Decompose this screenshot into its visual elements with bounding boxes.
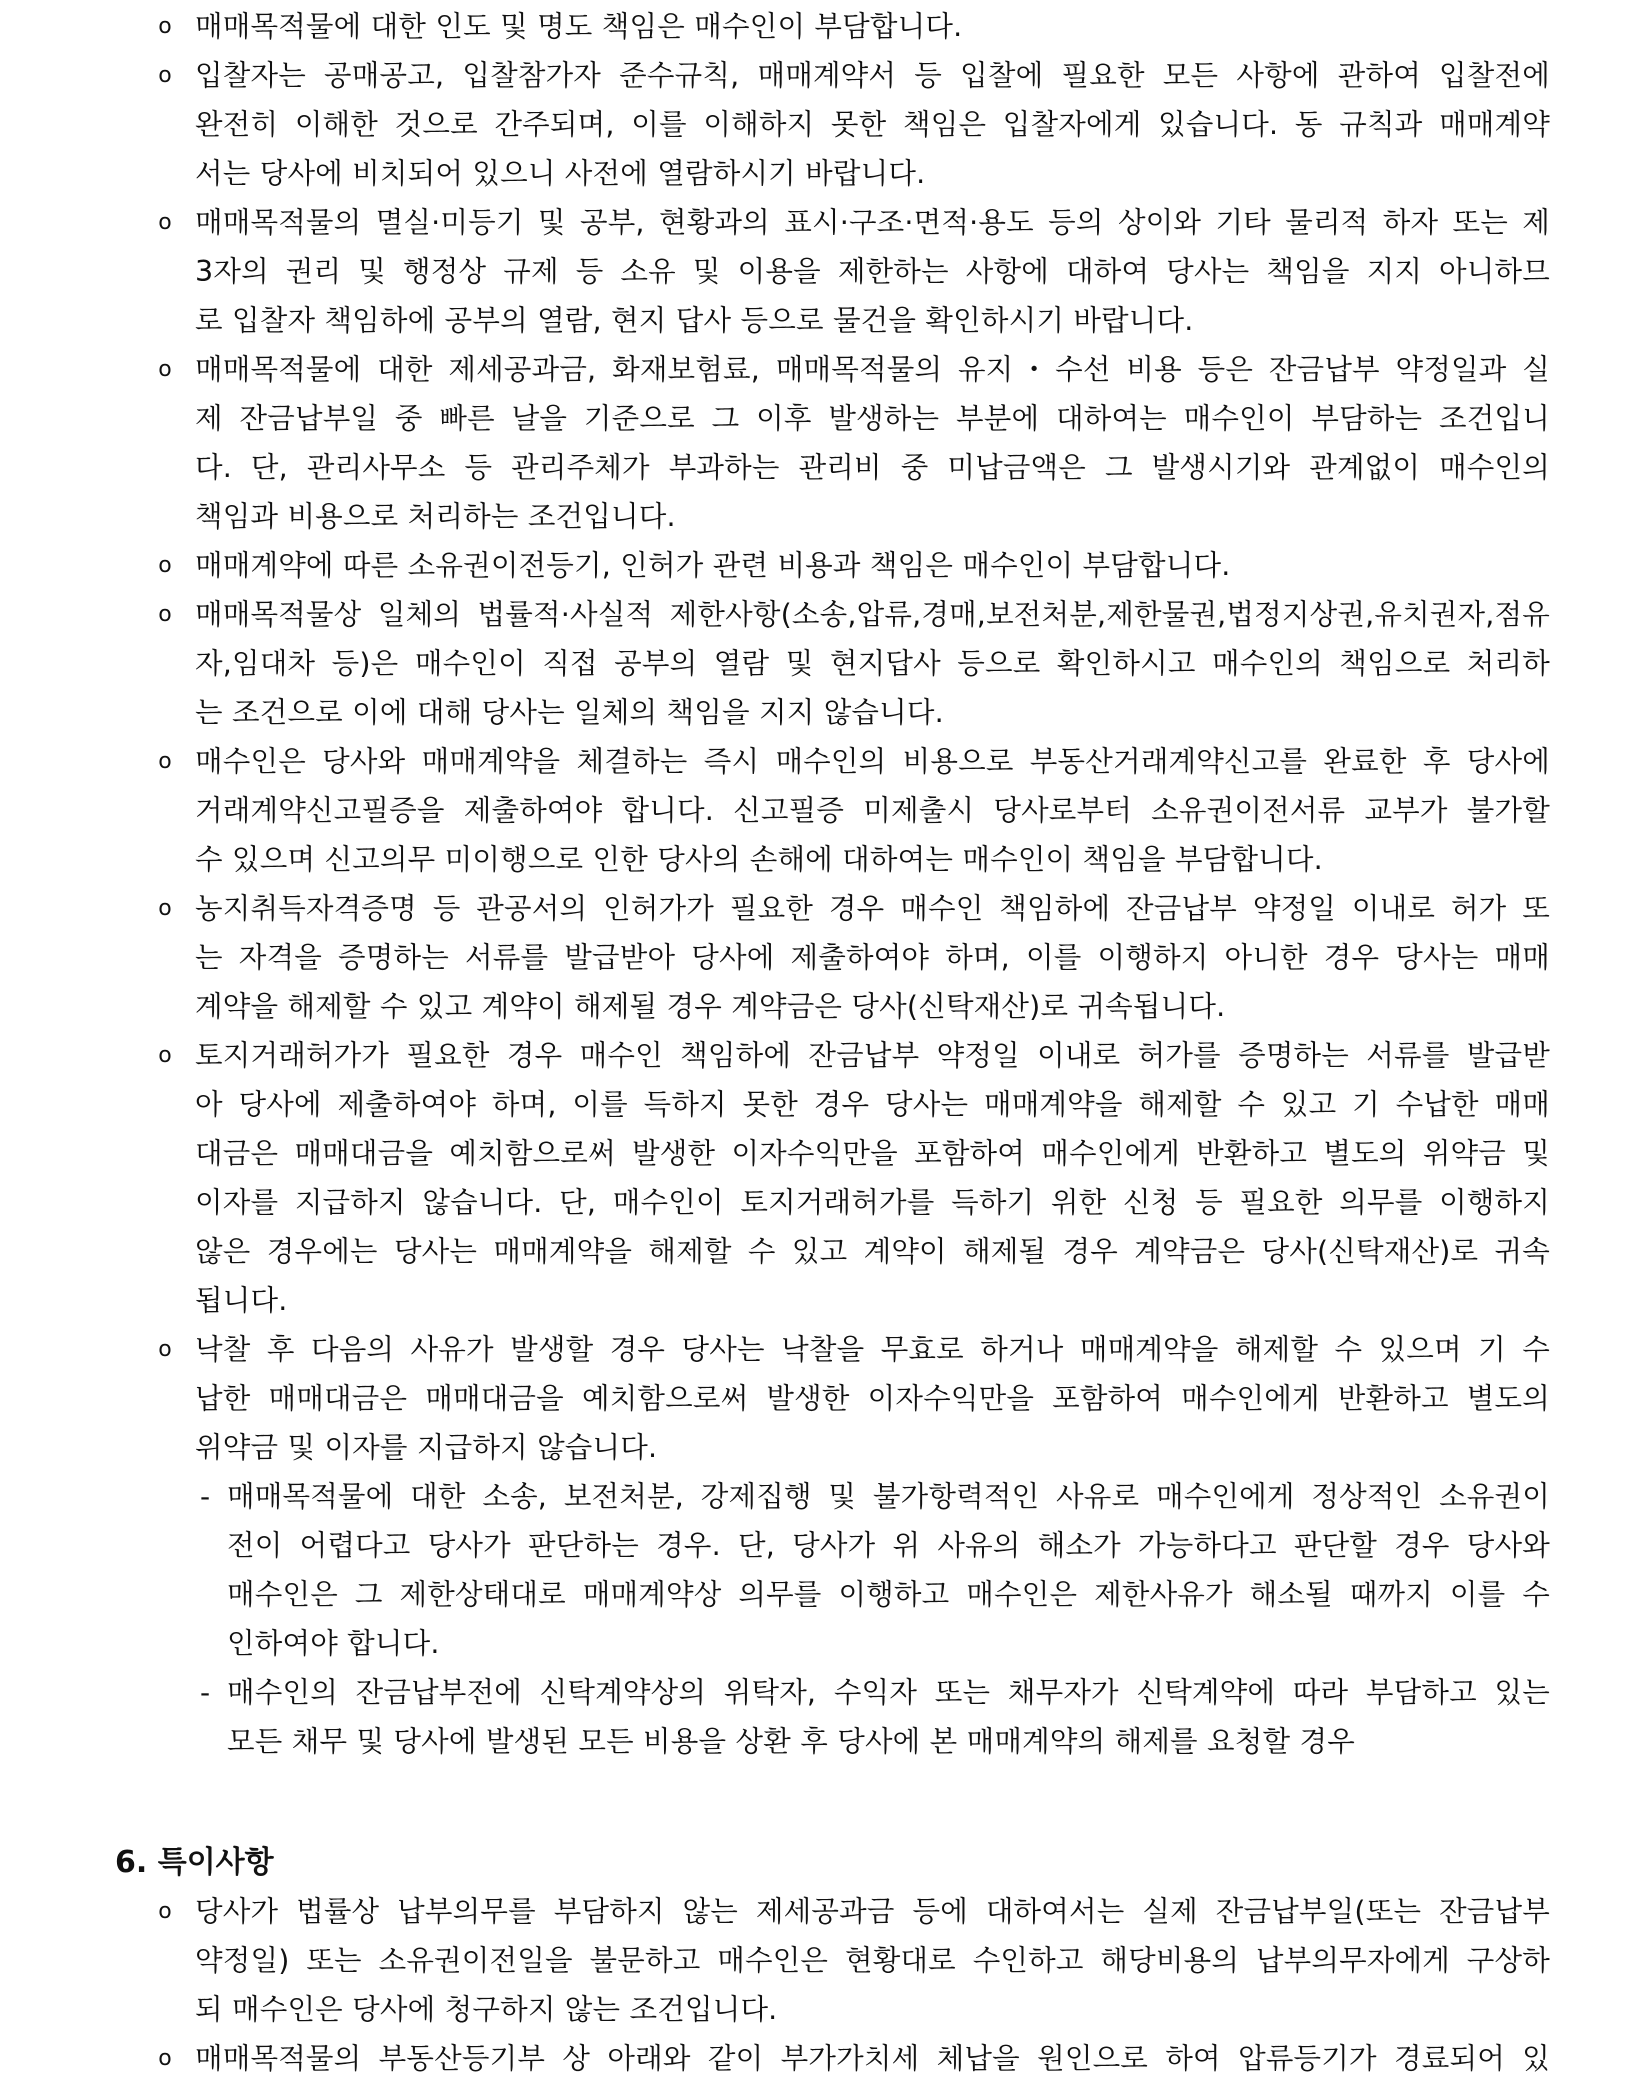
text-line: 약정일) 또는 소유권이전일을 불문하고 매수인은 현황대로 수인하고 해당비용의 납부의무자에게 구상하 (195, 1944, 1550, 1977)
bullet-item (150, 1325, 1550, 1472)
text-line: 아 당사에 제출하여야 하며, 이를 득하지 못한 경우 당사는 매매계약을 해제할 수 있고 기 수납한 매매 (195, 1088, 1550, 1121)
text-line: 농지취득자격증명 등 관공서의 인허가가 필요한 경우 매수인 책임하에 잔금납부 약정일 이내로 허가 또 (195, 892, 1550, 925)
text-line: 계약을 해제할 수 있고 계약이 해제될 경우 계약금은 당사(신탁재산)로 귀속됩니다. (195, 990, 1226, 1023)
bullet-item (150, 2, 1550, 51)
text-line: 토지거래허가가 필요한 경우 매수인 책임하에 잔금납부 약정일 이내로 허가를 증명하는 서류를 발급받 (195, 1039, 1550, 1072)
text-line: 매매목적물상 일체의 법률적·사실적 제한사항(소송,압류,경매,보전처분,제한물권,법정지상권,유치권자,점유 (195, 598, 1550, 631)
bullet-item (150, 1031, 1550, 1325)
dash-item (190, 1472, 1550, 1668)
text-line: 는 자격을 증명하는 서류를 발급받아 당사에 제출하여야 하며, 이를 이행하지 아니한 경우 당사는 매매 (195, 941, 1550, 974)
text-line: 인하여야 합니다. (227, 1627, 440, 1660)
text-line: 매매목적물에 대한 인도 및 명도 책임은 매수인이 부담합니다. (195, 10, 963, 43)
bullet-item (150, 51, 1550, 198)
bullet-marker: o (158, 357, 172, 382)
text-line: 매수인의 잔금납부전에 신탁계약상의 위탁자, 수익자 또는 채무자가 신탁계약에 따라 부담하고 있는 (227, 1676, 1550, 1709)
bullet-marker: o (158, 1043, 172, 1068)
text-line: 이자를 지급하지 않습니다. 단, 매수인이 토지거래허가를 득하기 위한 신청 등 필요한 의무를 이행하지 (195, 1186, 1550, 1219)
bullet-item (150, 198, 1550, 345)
text-line: 됩니다. (195, 1284, 288, 1317)
text-line: 되 매수인은 당사에 청구하지 않는 조건입니다. (195, 1993, 778, 2026)
bullet-item (150, 345, 1550, 541)
text-line: 매매목적물의 멸실·미등기 및 공부, 현황과의 표시·구조·면적·용도 등의 상이와 기타 물리적 하자 또는 제 (195, 206, 1550, 239)
text-line: 매매계약에 따른 소유권이전등기, 인허가 관련 비용과 책임은 매수인이 부담합니다. (195, 549, 1231, 582)
bullet-marker: o (158, 1899, 172, 1924)
text-line: 낙찰 후 다음의 사유가 발생할 경우 당사는 낙찰을 무효로 하거나 매매계약을 해제할 수 있으며 기 수 (195, 1333, 1550, 1366)
bullet-marker: o (158, 1337, 172, 1362)
text-line: 완전히 이해한 것으로 간주되며, 이를 이해하지 못한 책임은 입찰자에게 있습니다. 동 규칙과 매매계약 (195, 108, 1550, 141)
text-line: 위약금 및 이자를 지급하지 않습니다. (195, 1431, 658, 1464)
text-line: 매매목적물의 부동산등기부 상 아래와 같이 부가가치세 체납을 원인으로 하여 압류등기가 경료되어 있 (195, 2042, 1550, 2075)
text-line: 는 조건으로 이에 대해 당사는 일체의 책임을 지지 않습니다. (195, 696, 944, 729)
bullet-item (150, 1887, 1550, 2034)
text-line: 대금은 매매대금을 예치함으로써 발생한 이자수익만을 포함하여 매수인에게 반환하고 별도의 위약금 및 (195, 1137, 1550, 1170)
text-line: 서는 당사에 비치되어 있으니 사전에 열람하시기 바랍니다. (195, 157, 926, 190)
dash-marker: - (199, 1480, 211, 1513)
bullet-item (150, 541, 1550, 590)
text-line: 입찰자는 공매공고, 입찰참가자 준수규칙, 매매계약서 등 입찰에 필요한 모든 사항에 관하여 입찰전에 (195, 59, 1550, 92)
text-line: 매매목적물에 대한 소송, 보전처분, 강제집행 및 불가항력적인 사유로 매수인에게 정상적인 소유권이 (227, 1480, 1550, 1513)
section-heading: 6. 특이사항 (115, 1845, 274, 1880)
text-line: 거래계약신고필증을 제출하여야 합니다. 신고필증 미제출시 당사로부터 소유권이전서류 교부가 불가할 (195, 794, 1550, 827)
text-line: 전이 어렵다고 당사가 판단하는 경우. 단, 당사가 위 사유의 해소가 가능하다고 판단할 경우 당사와 (227, 1529, 1550, 1562)
text-line: 매매목적물에 대한 제세공과금, 화재보험료, 매매목적물의 유지・수선 비용 등은 잔금납부 약정일과 실 (195, 353, 1550, 386)
bullet-marker: o (158, 210, 172, 235)
bullet-marker: o (158, 896, 172, 921)
text-line: 자,임대차 등)은 매수인이 직접 공부의 열람 및 현지답사 등으로 확인하시고 매수인의 책임으로 처리하 (195, 647, 1550, 680)
text-line: 다. 단, 관리사무소 등 관리주체가 부과하는 관리비 중 미납금액은 그 발생시기와 관계없이 매수인의 (195, 451, 1550, 484)
bullet-marker: o (158, 63, 172, 88)
dash-marker: - (199, 1676, 211, 1709)
bullet-item (150, 737, 1550, 884)
text-line: 수 있으며 신고의무 미이행으로 인한 당사의 손해에 대하여는 매수인이 책임을 부담합니다. (195, 843, 1323, 876)
bullet-marker: o (158, 553, 172, 578)
text-line: 3자의 권리 및 행정상 규제 등 소유 및 이용을 제한하는 사항에 대하여 당사는 책임을 지지 아니하므 (195, 255, 1550, 288)
text-line: 책임과 비용으로 처리하는 조건입니다. (195, 500, 676, 533)
bullet-marker: o (158, 602, 172, 627)
bullet-item (150, 590, 1550, 737)
bullet-marker: o (158, 14, 172, 39)
bullet-marker: o (158, 2046, 172, 2071)
text-line: 않은 경우에는 당사는 매매계약을 해제할 수 있고 계약이 해제될 경우 계약금은 당사(신탁재산)로 귀속 (195, 1235, 1550, 1268)
text-line: 당사가 법률상 납부의무를 부담하지 않는 제세공과금 등에 대하여서는 실제 잔금납부일(또는 잔금납부 (195, 1895, 1550, 1928)
text-line: 매수인은 그 제한상태대로 매매계약상 의무를 이행하고 매수인은 제한사유가 해소될 때까지 이를 수 (227, 1578, 1550, 1611)
bullet-item (150, 2034, 1550, 2083)
text-line: 매수인은 당사와 매매계약을 체결하는 즉시 매수인의 비용으로 부동산거래계약신고를 완료한 후 당사에 (195, 745, 1550, 778)
text-line: 로 입찰자 책임하에 공부의 열람, 현지 답사 등으로 물건을 확인하시기 바랍니다. (195, 304, 1194, 337)
bullet-marker: o (158, 749, 172, 774)
bullet-item (150, 884, 1550, 1031)
text-line: 모든 채무 및 당사에 발생된 모든 비용을 상환 후 당사에 본 매매계약의 해제를 요청할 경우 (227, 1725, 1355, 1758)
dash-item (190, 1668, 1550, 1766)
text-line: 제 잔금납부일 중 빠른 날을 기준으로 그 이후 발생하는 부분에 대하여는 매수인이 부담하는 조건입니 (195, 402, 1550, 435)
text-line: 납한 매매대금은 매매대금을 예치함으로써 발생한 이자수익만을 포함하여 매수인에게 반환하고 별도의 (195, 1382, 1550, 1415)
